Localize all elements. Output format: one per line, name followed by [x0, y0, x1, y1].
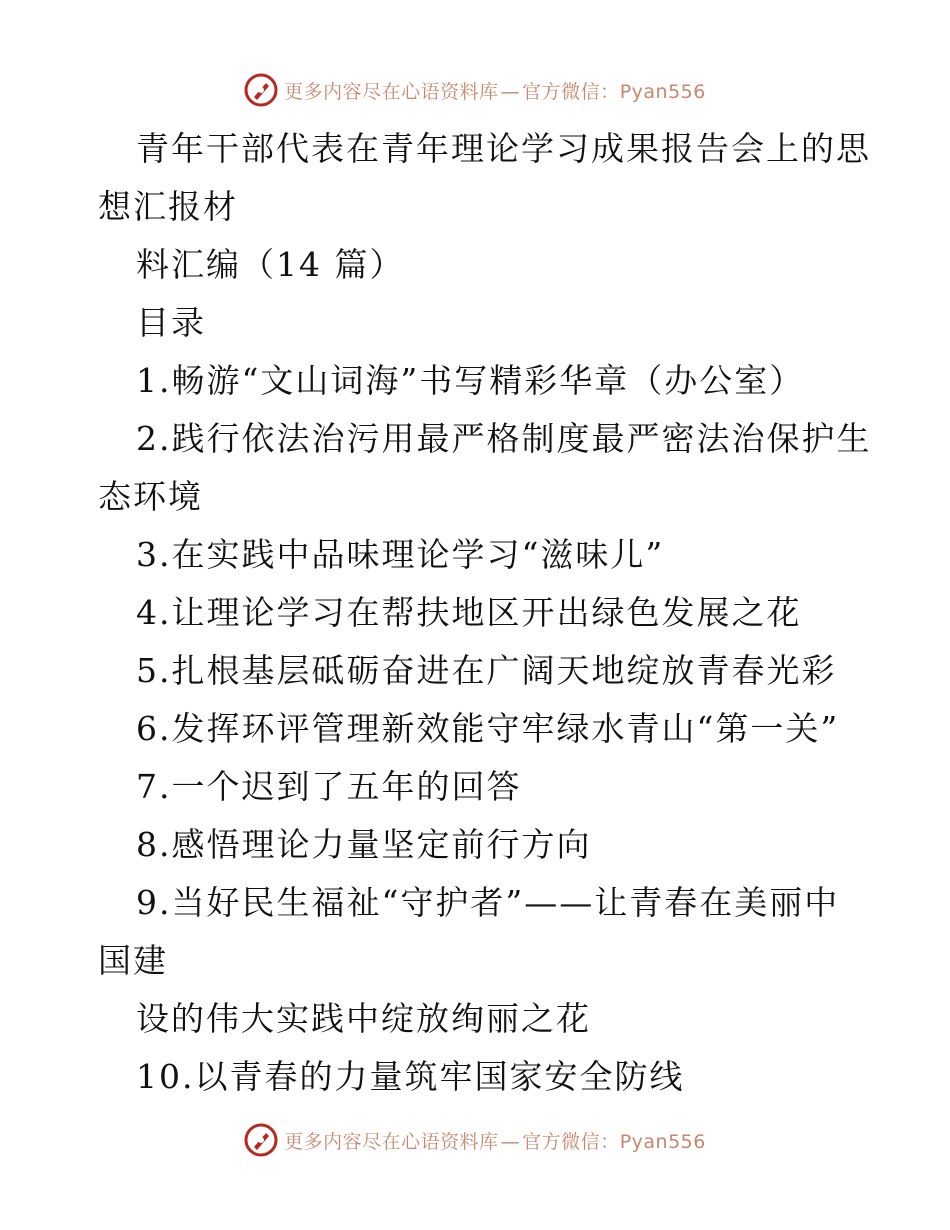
footer-site-text: 更多内容尽在心语资料库 — [284, 1130, 499, 1153]
toc-item-6: 6.发挥环评管理新效能守牢绿水青山“第一关” — [136, 709, 840, 748]
toc-item-9: 9.当好民生福祉“守护者”——让青春在美丽中 — [136, 883, 840, 922]
footer-wechat-id: Pyan556 — [619, 1130, 706, 1153]
toc-item-4: 4.让理论学习在帮扶地区开出绿色发展之花 — [136, 593, 802, 632]
header-wechat-id: Pyan556 — [619, 80, 706, 103]
toc-item-2-continuation: 态环境 — [98, 477, 203, 516]
header-dash: — — [500, 80, 521, 103]
pen-logo-icon — [244, 1123, 278, 1157]
toc-item-9-continuation: 国建 — [98, 941, 168, 980]
toc-item-2: 2.践行依法治污用最严格制度最严密法治保护生 — [136, 419, 872, 458]
document-title-line-3: 料汇编（14 篇） — [136, 245, 405, 284]
toc-item-9-continuation-2: 设的伟大实践中绽放绚丽之花 — [136, 999, 591, 1038]
toc-heading: 目录 — [136, 303, 206, 342]
header-watermark — [0, 70, 950, 110]
footer-watermark — [0, 1120, 950, 1160]
toc-item-7: 7.一个迟到了五年的回答 — [136, 767, 522, 806]
document-body — [98, 120, 872, 1106]
header-site-text: 更多内容尽在心语资料库 — [284, 80, 499, 103]
footer-wechat-label: 官方微信： — [522, 1130, 620, 1153]
footer-watermark-text — [284, 1127, 706, 1154]
document-title-line-1: 青年干部代表在青年理论学习成果报告会上的思 — [136, 129, 871, 168]
header-wechat-label: 官方微信： — [522, 80, 620, 103]
toc-item-8: 8.感悟理论力量坚定前行方向 — [136, 825, 592, 864]
toc-item-1: 1.畅游“文山词海”书写精彩华章（办公室） — [136, 361, 805, 400]
toc-item-5: 5.扎根基层砥砺奋进在广阔天地绽放青春光彩 — [136, 651, 837, 690]
footer-dash: — — [500, 1130, 521, 1153]
toc-item-10: 10.以青春的力量筑牢国家安全防线 — [136, 1057, 685, 1096]
pen-logo-icon — [244, 73, 278, 107]
header-watermark-text — [284, 77, 706, 104]
document-title-line-2: 想汇报材 — [98, 187, 238, 226]
toc-item-3: 3.在实践中品味理论学习“滋味儿” — [136, 535, 665, 574]
